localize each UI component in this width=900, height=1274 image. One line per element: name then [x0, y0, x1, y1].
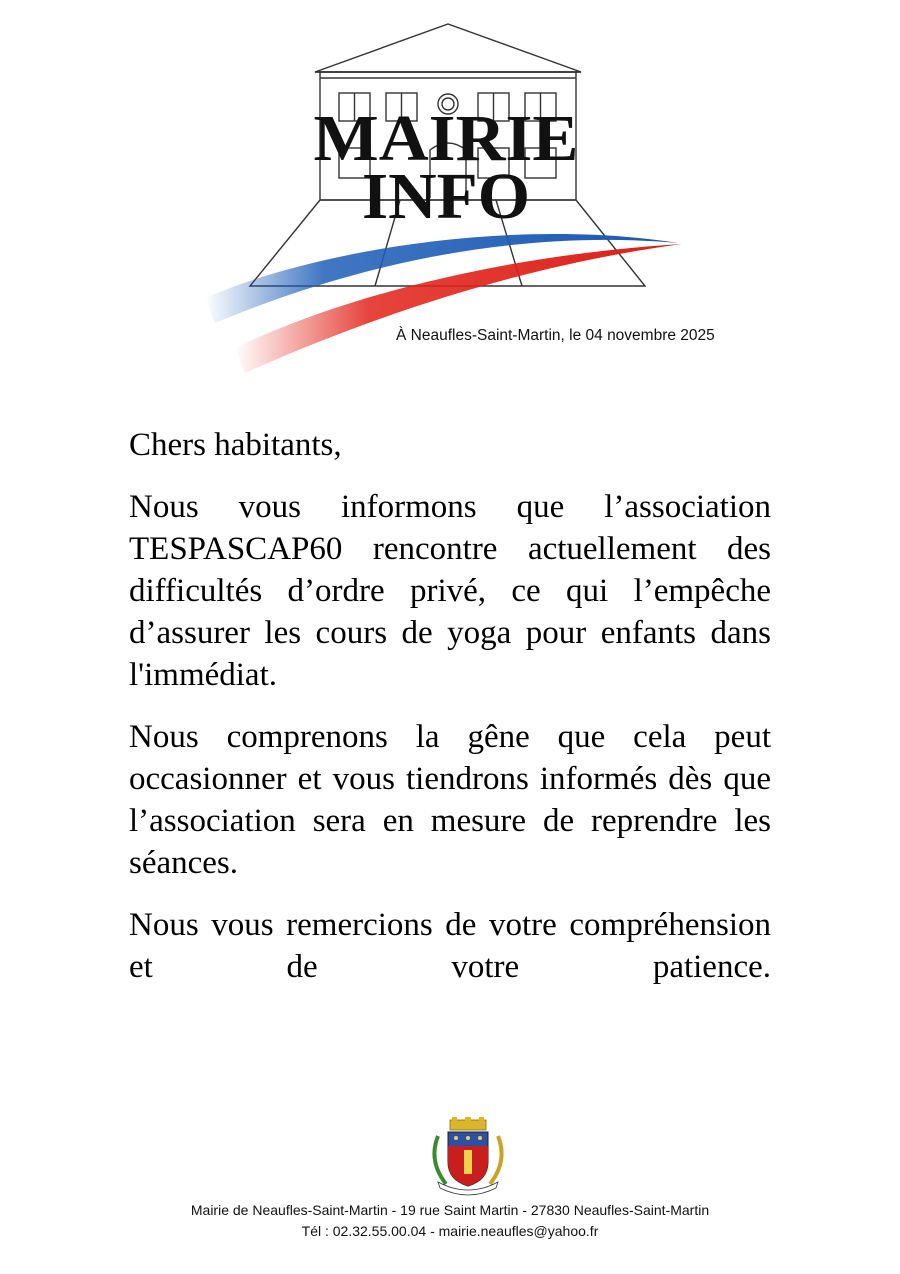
letter-body	[129, 424, 771, 1008]
paragraph-2: Nous comprenons la gêne que cela peut occasionner et vous tiendrons informés dès que l’association sera en mesure de reprendre les séances.	[129, 719, 771, 881]
logo-title-line2: INFO	[362, 160, 530, 233]
date-location-line: À Neaufles-Saint-Martin, le 04 novembre 2025	[396, 327, 715, 344]
red-swoosh	[235, 244, 682, 373]
footer-address: Mairie de Neaufles-Saint-Martin - 19 rue Saint Martin - 27830 Neaufles-Saint-Martin	[190, 1202, 710, 1218]
mairie-info-logo	[200, 18, 690, 378]
paragraph-1: Nous vous informons que l’association TESPASCAP60 rencontre actuellement des difficultés d’ordre privé, ce qui l’empêche d’assurer les cours de yoga pour enfants dans l'immédiat.	[129, 489, 771, 693]
footer-contact: Tél : 02.32.55.00.04 - mairie.neaufles@yahoo.fr	[301, 1223, 599, 1239]
logo-title-line1: MAIRIE	[313, 102, 579, 175]
greeting: Chers habitants,	[129, 427, 342, 463]
town-coat-of-arms-icon	[424, 1116, 512, 1198]
paragraph-3: Nous vous remercions de votre compréhension et de votre patience.	[129, 907, 771, 985]
